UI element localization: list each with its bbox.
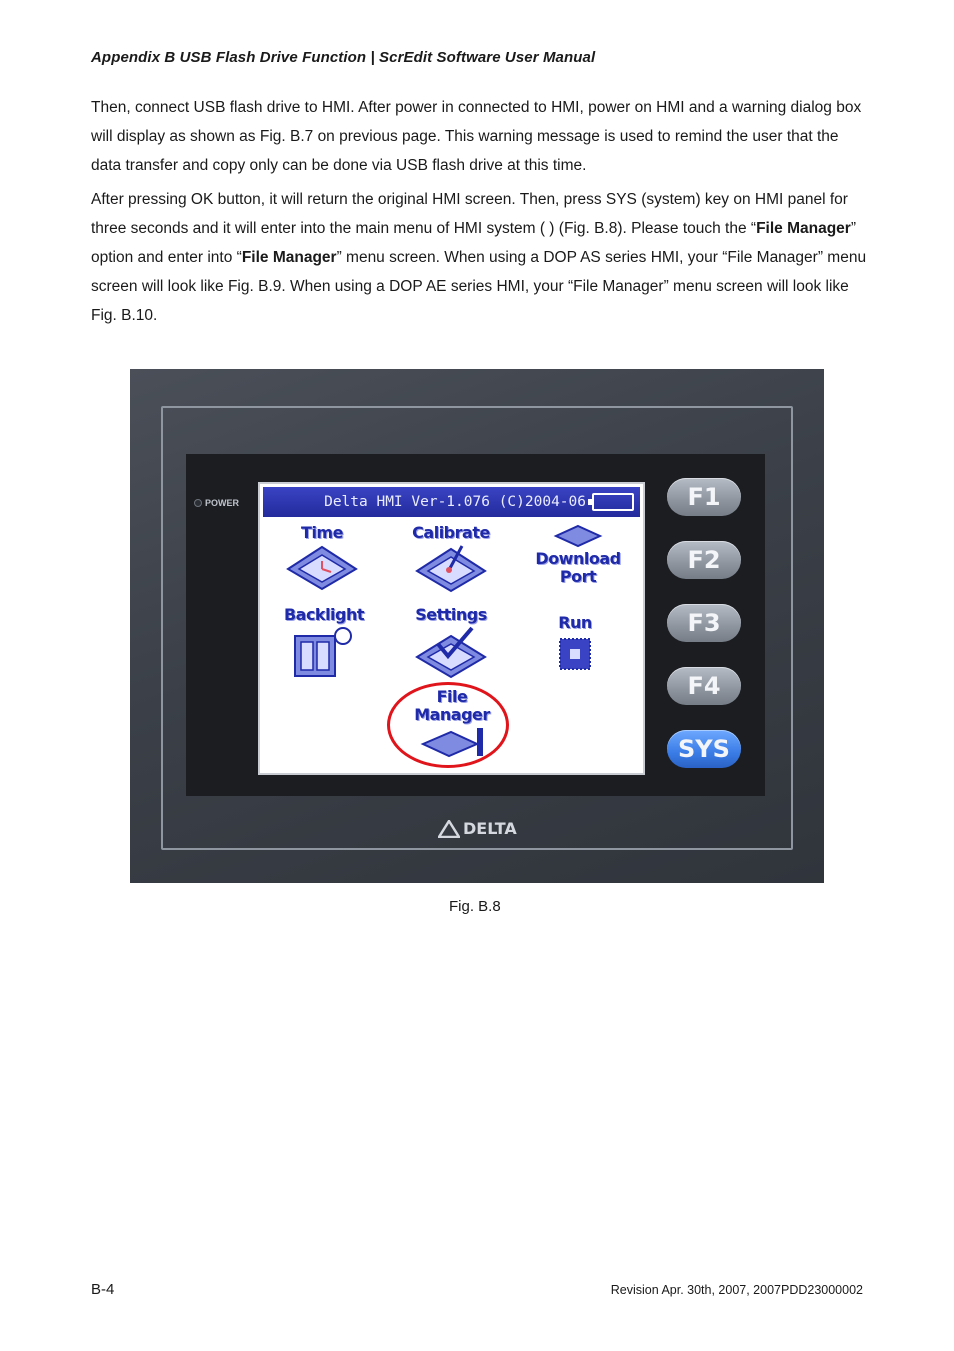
paragraph-connect-usb: Then, connect USB flash drive to HMI. After power in connected to HMI, power on HMI and a warning dialog box will display as shown as Fig. B.7 on previous page. This warning message is used to remind the user that the data transfer and copy only can be done via USB flash drive at this time. bbox=[91, 99, 862, 174]
delta-logo bbox=[438, 819, 517, 838]
download-port-icon bbox=[548, 524, 608, 550]
page-number: B-4 bbox=[91, 1281, 115, 1298]
backlight-bulb-icon bbox=[287, 626, 361, 680]
power-label: POWER bbox=[205, 498, 240, 508]
paragraph-text: ” menu screen. When using a DOP AS series HMI, your “File Manager” menu screen will look like Fig. B.9. When using a DOP AE series HMI, your “File Manager” menu screen will look like Fig. B.10. bbox=[91, 249, 867, 324]
page-header: Appendix B USB Flash Drive Function | ScrEdit Software User Manual bbox=[91, 49, 596, 66]
menu-label: Manager bbox=[414, 705, 490, 724]
touch-calibrate-icon bbox=[414, 544, 488, 594]
menu-label: File bbox=[436, 687, 468, 706]
menu-label: Backlight bbox=[283, 605, 365, 624]
clock-icon bbox=[285, 544, 359, 592]
hmi-title: Delta HMI Ver-1.076 (C)2004-06 bbox=[324, 494, 586, 510]
revision-note: Revision Apr. 30th, 2007, 2007PDD23000002 bbox=[610, 1283, 863, 1297]
menu-item-download-port[interactable] bbox=[532, 524, 624, 586]
menu-label: Run bbox=[558, 613, 592, 632]
battery-icon bbox=[592, 493, 634, 511]
paragraph-file-manager bbox=[91, 185, 871, 330]
paragraph-text: After pressing OK button, it will return the original HMI screen. Then, press SYS (system) key on HMI panel for three seconds and it will enter into the main menu of HMI system ( ) (Fig. B.8). Please touch the “ bbox=[91, 191, 848, 237]
menu-label: Download bbox=[535, 549, 621, 568]
file-manager-highlight-ring bbox=[387, 682, 509, 768]
menu-item-time[interactable] bbox=[282, 524, 362, 592]
f1-key[interactable]: F1 bbox=[667, 478, 741, 516]
brand-name: DELTA bbox=[463, 819, 517, 838]
f3-key[interactable]: F3 bbox=[667, 604, 741, 642]
bold-term: File Manager bbox=[756, 220, 851, 237]
menu-item-run[interactable] bbox=[540, 614, 610, 674]
menu-label: Time bbox=[301, 523, 343, 542]
bold-term: File Manager bbox=[241, 249, 337, 266]
paragraph-text: ” option and enter into “ bbox=[91, 220, 856, 266]
menu-label: Port bbox=[559, 567, 597, 586]
power-led-icon bbox=[194, 499, 202, 507]
menu-label: Calibrate bbox=[412, 523, 490, 542]
menu-item-calibrate[interactable] bbox=[406, 524, 496, 594]
f4-key[interactable]: F4 bbox=[667, 667, 741, 705]
menu-label: Settings bbox=[415, 605, 487, 624]
chip-icon bbox=[555, 634, 595, 674]
power-indicator bbox=[194, 498, 239, 508]
f2-key[interactable]: F2 bbox=[667, 541, 741, 579]
menu-item-settings[interactable] bbox=[408, 606, 494, 680]
menu-item-backlight[interactable] bbox=[282, 606, 366, 680]
settings-check-icon bbox=[414, 626, 488, 680]
hmi-title-bar bbox=[263, 487, 640, 517]
figure-caption: Fig. B.8 bbox=[449, 898, 501, 915]
sys-key[interactable]: SYS bbox=[667, 730, 741, 768]
delta-triangle-icon bbox=[438, 820, 460, 838]
hmi-device-photo bbox=[130, 369, 824, 883]
